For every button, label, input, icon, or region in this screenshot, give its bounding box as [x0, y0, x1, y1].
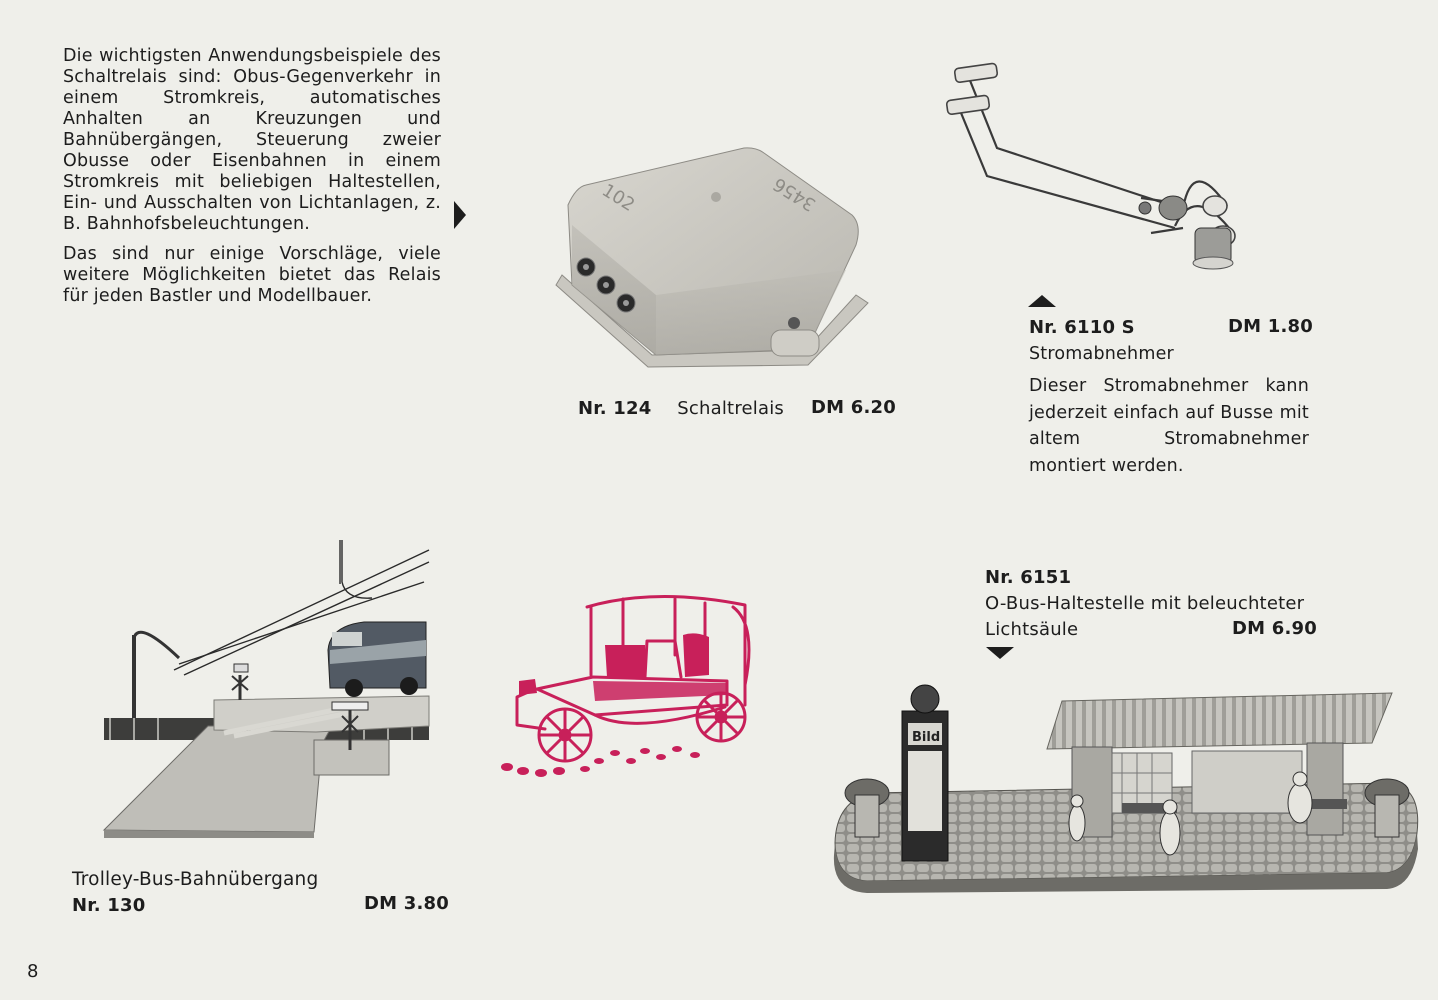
collector-image — [945, 58, 1265, 273]
collector-description: Dieser Stromabnehmer kann jederzeit einfach auf Busse mit altem Stromabnehmer montiert werden. — [1029, 376, 1309, 476]
collector-name: Stromabnehmer — [1029, 344, 1174, 364]
crossing-image — [104, 540, 429, 840]
page-number: 8 — [27, 961, 39, 982]
relay-marking-102: 102 — [598, 179, 639, 216]
collector-price: DM 1.80 — [1228, 316, 1313, 337]
crossing-price: DM 3.80 — [364, 893, 449, 914]
intro-paragraph-2: Das sind nur einige Vorschläge, viele weitere Möglichkeiten bietet das Relais für jeden Bastler und Modellbauer. — [63, 244, 441, 306]
relay-name: Schaltrelais — [677, 398, 785, 419]
arrow-up-icon — [1028, 295, 1056, 307]
busstop-name-line1: O-Bus-Haltestelle mit beleuchteter — [985, 593, 1305, 614]
busstop-number: Nr. 6151 — [985, 567, 1072, 588]
relay-number: Nr. 124 — [578, 398, 652, 419]
relay-price: DM 6.20 — [811, 397, 896, 418]
relay-marking-3456: 3456 — [769, 172, 820, 216]
vintage-car-illustration — [495, 585, 757, 785]
arrow-right-icon — [454, 201, 466, 229]
collector-number: Nr. 6110 S — [1029, 317, 1135, 338]
crossing-number: Nr. 130 — [72, 895, 146, 916]
busstop-sign-text: Bild — [912, 730, 941, 745]
busstop-image — [832, 683, 1422, 893]
arrow-down-icon — [986, 647, 1014, 659]
relay-image — [556, 145, 886, 370]
busstop-price: DM 6.90 — [1232, 618, 1317, 639]
relay-caption — [578, 398, 784, 419]
intro-paragraph-1: Die wichtigsten Anwendungsbeispiele des Schaltrelais sind: Obus-Gegenverkehr in einem Stromkreis, automatisches Anhalten an Kreuzungen und Bahnübergängen, Steuerung zweier Obusse oder Eisenbahnen in einem Stromkreis mit beliebigen Haltestellen, Ein- und Ausschalten von Lichtanlagen, z. B. Bahnhofsbeleuchtungen. — [63, 46, 441, 234]
intro-text — [63, 46, 441, 316]
crossing-name: Trolley-Bus-Bahnübergang — [72, 869, 319, 890]
busstop-name-line2: Lichtsäule — [985, 619, 1079, 640]
